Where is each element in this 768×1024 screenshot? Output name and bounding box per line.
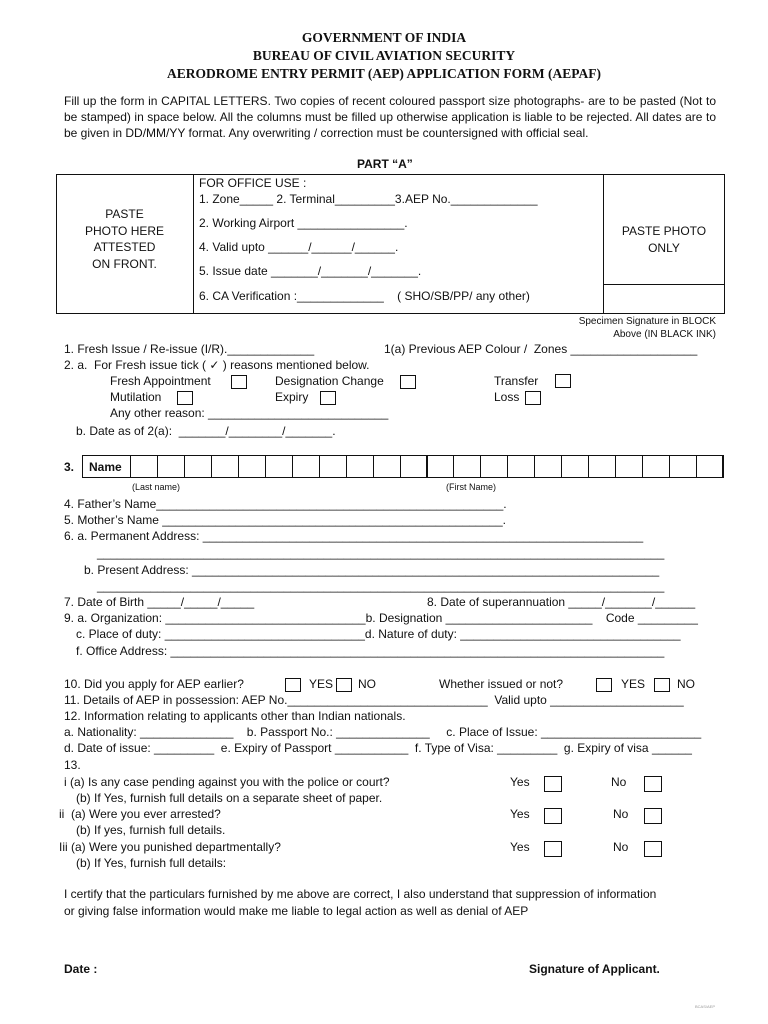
q12d-visa-row[interactable]: d. Date of issue: _________ e. Expiry of Passport ___________ f. Type of Visa: _________ g. Expiry of visa ______ (64, 741, 692, 755)
q13i-yes-checkbox[interactable] (544, 776, 562, 792)
name-label: Name (89, 460, 122, 474)
divider (603, 284, 725, 285)
header-line-3: AERODROME ENTRY PERMIT (AEP) APPLICATION FORM (AEPAF) (166, 66, 601, 81)
other-reason-field[interactable]: Any other reason: ___________________________ (110, 406, 389, 420)
q10-no-label: NO (358, 677, 376, 691)
name-letter-cell[interactable] (427, 455, 455, 478)
name-letter-cell[interactable] (130, 455, 158, 478)
expiry-checkbox[interactable] (320, 391, 336, 405)
q13ii-label: ii (a) Were you ever arrested? (59, 807, 221, 821)
photo-right-text: ONLY (648, 240, 680, 255)
photo-right-box[interactable] (603, 223, 725, 256)
office-valid-line[interactable]: 4. Valid upto ______/______/______. (199, 240, 399, 254)
name-letter-cell[interactable] (265, 455, 293, 478)
q13iii-yes-checkbox[interactable] (544, 841, 562, 857)
q10b-yes-label: YES (621, 677, 646, 691)
q13iii-yes-label: Yes (510, 840, 530, 854)
last-name-caption: (Last name) (132, 482, 181, 492)
name-letter-cell[interactable] (346, 455, 374, 478)
q8-superannuation[interactable]: 8. Date of superannuation _____/_______/______ (427, 595, 696, 609)
office-ca-line[interactable]: 6. CA Verification :_____________ ( SHO/SB/PP/ any other) (199, 289, 530, 303)
q13ii-yes-checkbox[interactable] (544, 808, 562, 824)
name-letter-cell[interactable] (507, 455, 535, 478)
photo-left-box[interactable] (56, 206, 193, 272)
first-name-caption: (First Name) (446, 482, 496, 492)
fresh-appointment-label: Fresh Appointment (110, 374, 211, 388)
name-letter-cell[interactable] (211, 455, 239, 478)
transfer-checkbox[interactable] (555, 374, 571, 388)
q13i-no-label: No (611, 775, 627, 789)
q6a-address-line-2[interactable]: _____________________________________________________________________________________ (97, 546, 665, 560)
q13ii-no-checkbox[interactable] (644, 808, 662, 824)
q13ii-yes-label: Yes (510, 807, 530, 821)
certification-line-1: I certify that the particulars furnished by me above are correct, I also understand that suppression of information (64, 887, 657, 901)
q13iii-no-checkbox[interactable] (644, 841, 662, 857)
office-issue-line[interactable]: 5. Issue date _______/_______/_______. (199, 264, 422, 278)
name-letter-cell[interactable] (696, 455, 724, 478)
q13iii-label: Iii (a) Were you punished departmentally? (59, 840, 281, 854)
office-use-title: FOR OFFICE USE : (199, 176, 307, 190)
q13i-label: i (a) Is any case pending against you with the police or court? (64, 775, 390, 789)
q9c-place-of-duty[interactable]: c. Place of duty: ______________________________d. Nature of duty: _________________________________ (76, 627, 681, 641)
name-letter-cell[interactable] (373, 455, 401, 478)
name-letter-cell[interactable] (453, 455, 481, 478)
q12a-nationality-row[interactable]: a. Nationality: ______________ b. Passport No.: ______________ c. Place of Issue: ________________________ (64, 725, 702, 739)
name-letter-cell[interactable] (615, 455, 643, 478)
q2a-label: 2. a. For Fresh issue tick ( ✓ ) reasons mentioned below. (64, 358, 370, 372)
q10b-yes-checkbox[interactable] (596, 678, 612, 692)
photo-right-text: PASTE PHOTO (621, 224, 707, 238)
q5-mother-name[interactable]: 5. Mother’s Name ___________________________________________________. (64, 513, 506, 527)
name-letter-cell[interactable] (642, 455, 670, 478)
photo-left-text: ATTESTED (93, 240, 156, 254)
q10-no-checkbox[interactable] (336, 678, 352, 692)
q13ii-no-label: No (613, 807, 629, 821)
q2b-date-field[interactable]: b. Date as of 2(a): _______/________/_______. (76, 424, 336, 438)
mutilation-label: Mutilation (110, 390, 162, 404)
q13ib-label: (b) If Yes, furnish full details on a separate sheet of paper. (76, 791, 383, 805)
q6b-address-line-2[interactable]: _____________________________________________________________________________________ (97, 579, 665, 593)
q13i-yes-label: Yes (510, 775, 530, 789)
q1a-previous-aep[interactable]: 1(a) Previous AEP Colour / Zones ___________________ (384, 342, 698, 356)
mutilation-checkbox[interactable] (177, 391, 193, 405)
office-zone-line[interactable]: 1. Zone_____ 2. Terminal_________3.AEP No._____________ (199, 192, 538, 206)
instructions: Fill up the form in CAPITAL LETTERS. Two copies of recent coloured passport size photographs- are to be pasted (Not to be stamped) in space below. All the columns must be filled up otherwise application is liable to be rejected. All dates are to be given in DD/MM/YY format. Any overwriting / correction must be countersigned with official seal. (64, 94, 716, 140)
q9a-organization[interactable]: 9. a. Organization: ______________________________b. Designation ______________________ Code _________ (64, 611, 698, 625)
q13iib-label: (b) If yes, furnish full details. (76, 823, 226, 837)
signature-label: Signature of Applicant. (529, 962, 660, 976)
signature-note-2: Above (IN BLACK INK) (613, 329, 716, 340)
q13i-no-checkbox[interactable] (644, 776, 662, 792)
q3-number: 3. (64, 460, 75, 474)
q10b-no-checkbox[interactable] (654, 678, 670, 692)
date-label: Date : (64, 962, 98, 976)
q10b-label: Whether issued or not? (439, 677, 564, 691)
q13iiib-label: (b) If Yes, furnish full details: (76, 856, 227, 870)
q9f-office-address[interactable]: f. Office Address: __________________________________________________________________________ (76, 644, 665, 658)
q6a-permanent-address[interactable]: 6. a. Permanent Address: __________________________________________________________________ (64, 529, 644, 543)
q7-date-of-birth[interactable]: 7. Date of Birth _____/_____/_____ (64, 595, 255, 609)
designation-change-checkbox[interactable] (400, 375, 416, 389)
q6b-present-address[interactable]: b. Present Address: ______________________________________________________________________ (84, 563, 660, 577)
header-line-2: BUREAU OF CIVIL AVIATION SECURITY (252, 48, 516, 63)
q1-fresh-issue[interactable]: 1. Fresh Issue / Re-issue (I/R)._____________ (64, 342, 315, 356)
q10-label: 10. Did you apply for AEP earlier? (64, 677, 244, 691)
transfer-label: Transfer (494, 374, 539, 388)
q13iii-no-label: No (613, 840, 629, 854)
part-a-heading: PART “A” (357, 157, 413, 171)
name-letter-cell[interactable] (400, 455, 428, 478)
name-letter-cell[interactable] (319, 455, 347, 478)
designation-change-label: Designation Change (275, 374, 384, 388)
name-letter-cell[interactable] (669, 455, 697, 478)
q10-yes-label: YES (309, 677, 334, 691)
signature-note-1: Specimen Signature in BLOCK (578, 316, 716, 327)
certification-line-2: or giving false information would make me liable to legal action as well as denial of AEP (64, 904, 529, 918)
loss-checkbox[interactable] (525, 391, 541, 405)
header-line-1: GOVERNMENT OF INDIA (301, 30, 467, 45)
name-letter-cell[interactable] (588, 455, 616, 478)
photo-left-text: PASTE (105, 207, 144, 221)
name-letter-cell[interactable] (184, 455, 212, 478)
name-letter-cell[interactable] (534, 455, 562, 478)
name-letter-cell[interactable] (292, 455, 320, 478)
q10b-no-label: NO (677, 677, 695, 691)
loss-label: Loss (494, 390, 520, 404)
photo-left-text: ON FRONT. (92, 256, 157, 271)
name-letter-cell[interactable] (238, 455, 266, 478)
q12-label: 12. Information relating to applicants other than Indian nationals. (64, 709, 406, 723)
q11-aep-details[interactable]: 11. Details of AEP in possession: AEP No.______________________________ Valid upto ____________________ (64, 693, 684, 707)
name-letter-cell[interactable] (561, 455, 589, 478)
name-letter-cell[interactable] (157, 455, 185, 478)
q4-father-name[interactable]: 4. Father’s Name____________________________________________________. (64, 497, 507, 511)
name-letter-cell[interactable] (480, 455, 508, 478)
office-airport-line[interactable]: 2. Working Airport ________________. (199, 216, 408, 230)
expiry-label: Expiry (275, 390, 309, 404)
footer-code: BCAS/AEP (695, 1004, 716, 1009)
q10-yes-checkbox[interactable] (285, 678, 301, 692)
fresh-appointment-checkbox[interactable] (231, 375, 247, 389)
divider (193, 174, 194, 314)
q13-label: 13. (64, 758, 81, 772)
photo-left-text: PHOTO HERE (84, 223, 165, 238)
